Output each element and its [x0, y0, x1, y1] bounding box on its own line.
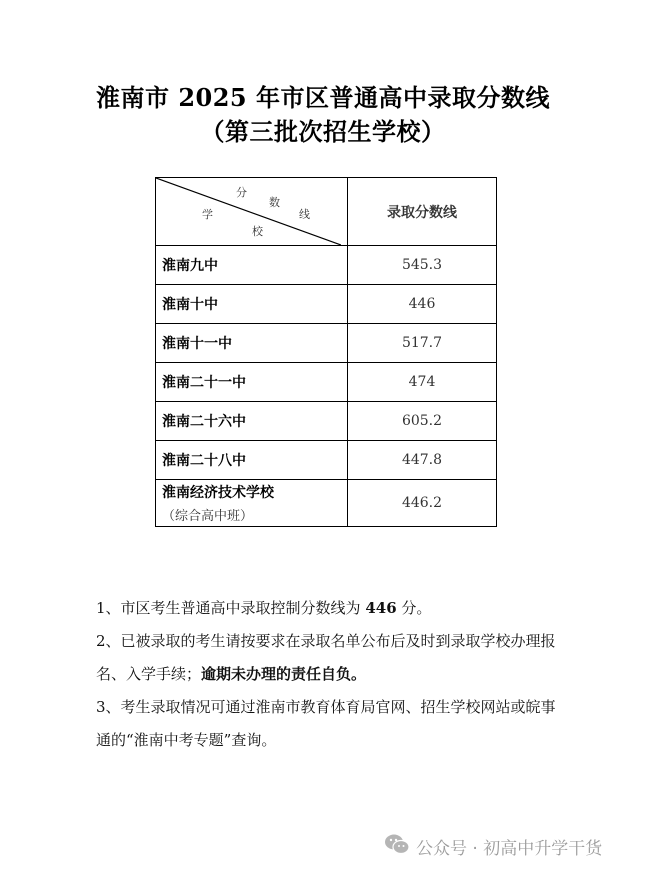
table-row	[156, 363, 497, 402]
note-text: 2、已被录取的考生请按要求在录取名单公布后及时到录取学校办理报名、入学手续；	[96, 632, 556, 683]
table-row	[156, 246, 497, 285]
score-table	[155, 177, 497, 527]
wechat-icon	[384, 833, 410, 860]
header-label: 线	[299, 208, 310, 221]
diagonal-header-cell	[156, 178, 348, 246]
score-value: 447.8	[348, 441, 497, 480]
score-column-header: 录取分数线	[348, 178, 497, 246]
table-row	[156, 285, 497, 324]
table-row	[156, 480, 497, 527]
table-header-row	[156, 178, 497, 246]
school-name: 淮南二十八中	[156, 441, 348, 480]
score-value: 545.3	[348, 246, 497, 285]
school-name: 淮南二十六中	[156, 402, 348, 441]
table-row	[156, 441, 497, 480]
note-text: 1、市区考生普通高中录取控制分数线为	[96, 599, 366, 617]
header-label: 分	[236, 186, 247, 199]
score-value: 474	[348, 363, 497, 402]
school-name: 淮南十一中	[156, 324, 348, 363]
school-cell	[156, 480, 348, 527]
note-2	[96, 625, 566, 691]
watermark-text: 公众号 · 初高中升学干货	[416, 839, 603, 859]
diagonal-line	[156, 178, 341, 245]
notes-section	[96, 592, 566, 757]
note-1	[96, 592, 566, 625]
table-row	[156, 402, 497, 441]
header-label: 学	[202, 208, 213, 221]
score-value: 446	[348, 285, 497, 324]
school-note: （综合高中班）	[162, 509, 254, 524]
header-label: 校	[252, 225, 263, 238]
page-subtitle: （第三批次招生学校）	[200, 117, 446, 146]
note-text: 分。	[396, 599, 432, 617]
score-value: 517.7	[348, 324, 497, 363]
school-name: 淮南二十一中	[156, 363, 348, 402]
school-name: 淮南经济技术学校	[162, 485, 274, 501]
note-3: 3、考生录取情况可通过淮南市教育体育局官网、招生学校网站或皖事通的“淮南中考专题”查询。	[96, 698, 556, 749]
watermark	[384, 833, 602, 860]
note-emphasis: 逾期未办理的责任自负。	[201, 665, 367, 683]
school-name: 淮南九中	[156, 246, 348, 285]
note-emphasis: 446	[365, 599, 397, 617]
page-title: 淮南市 2025 年市区普通高中录取分数线	[95, 83, 550, 112]
header-label: 数	[269, 196, 280, 209]
score-value: 446.2	[348, 480, 497, 527]
table-row	[156, 324, 497, 363]
score-value: 605.2	[348, 402, 497, 441]
school-name: 淮南十中	[156, 285, 348, 324]
